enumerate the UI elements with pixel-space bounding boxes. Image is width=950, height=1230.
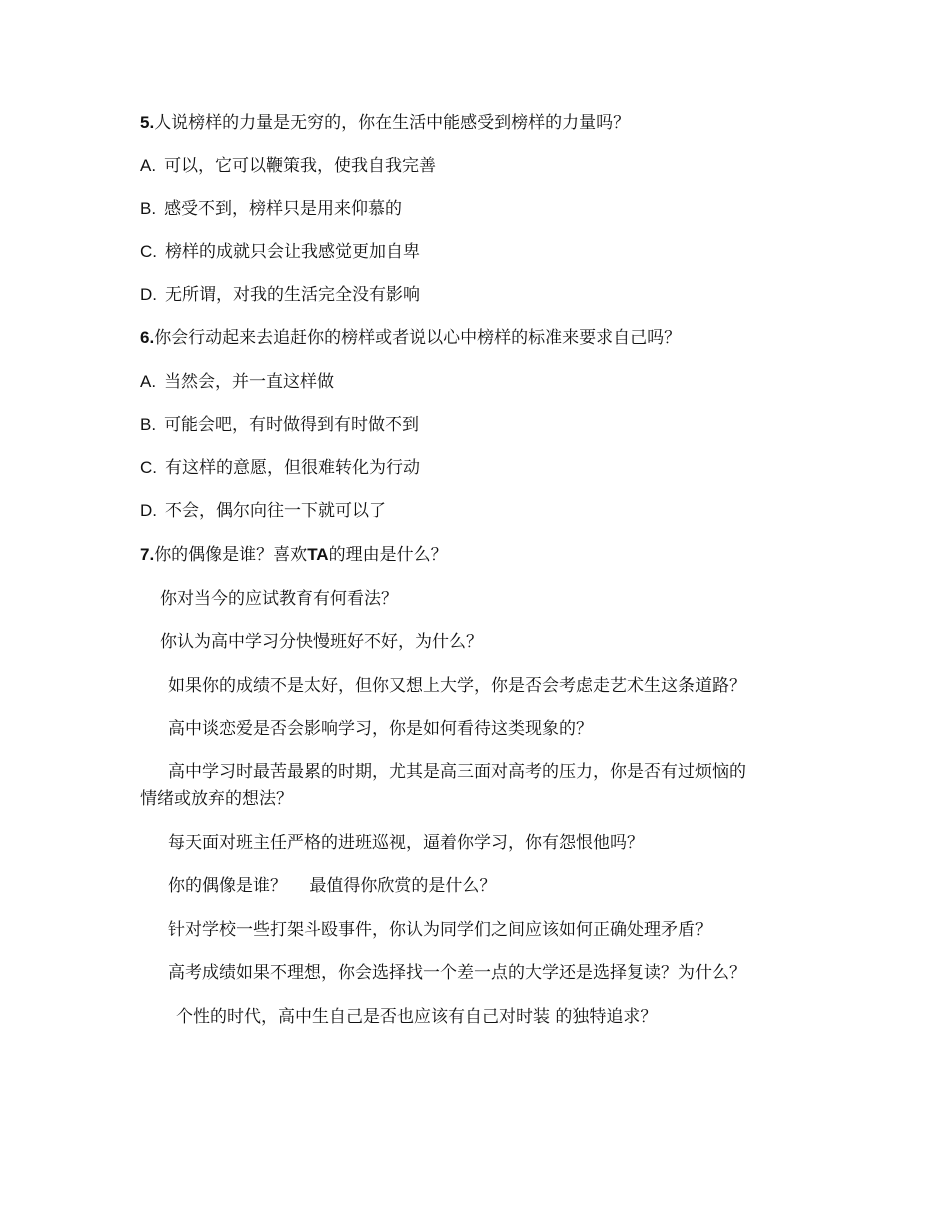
open-question-3 <box>168 673 848 699</box>
open-question-text: 你对当今的应试教育有何看法？ <box>160 589 398 609</box>
option-text: 不会，偶尔向往一下就可以了 <box>165 501 386 521</box>
question-6-option-d <box>140 498 820 524</box>
question-text-before: 你的偶像是谁？喜欢 <box>154 545 308 565</box>
question-5-option-b <box>140 196 820 222</box>
option-text: 无所谓，对我的生活完全没有影响 <box>165 285 420 305</box>
option-text: 有这样的意愿，但很难转化为行动 <box>165 458 420 478</box>
option-text: 可以，它可以鞭策我，使我自我完善 <box>164 156 437 176</box>
question-number: 5. <box>140 113 155 132</box>
open-question-1 <box>160 586 840 612</box>
question-5-option-a <box>140 153 820 179</box>
open-question-9 <box>168 960 848 986</box>
option-letter: B. <box>140 199 157 218</box>
open-question-7 <box>168 873 848 899</box>
question-number: 7. <box>140 545 155 564</box>
option-letter: A. <box>140 156 157 175</box>
question-text: 你会行动起来去追赶你的榜样或者说以心中榜样的标准来要求自己吗？ <box>154 328 682 348</box>
question-6-option-a <box>140 369 820 395</box>
option-text: 可能会吧，有时做得到有时做不到 <box>164 415 420 435</box>
open-question-text: 你认为高中学习分快慢班好不好，为什么？ <box>160 632 483 652</box>
open-question-text: 高考成绩如果不理想，你会选择找一个差一点的大学还是选择复读？为什么？ <box>168 963 746 983</box>
open-question-text: 每天面对班主任严格的进班巡视，逼着你学习，你有怨恨他吗？ <box>168 833 644 853</box>
option-letter: C. <box>140 458 157 477</box>
open-question-2 <box>160 629 840 655</box>
question-text-after: 的理由是什么？ <box>328 545 448 565</box>
open-question-text: 情绪或放弃的想法？ <box>140 789 293 809</box>
open-question-10 <box>176 1004 856 1030</box>
question-6 <box>140 325 820 351</box>
option-letter: B. <box>140 415 157 434</box>
option-text: 当然会，并一直这样做 <box>164 372 335 392</box>
option-text: 感受不到，榜样只是用来仰慕的 <box>164 199 403 219</box>
open-question-6 <box>168 830 848 856</box>
option-text: 榜样的成就只会让我感觉更加自卑 <box>165 242 420 262</box>
open-question-text: 针对学校一些打架斗殴事件，你认为同学们之间应该如何正确处理矛盾？ <box>168 920 712 940</box>
open-question-4 <box>168 716 848 742</box>
question-6-option-b <box>140 412 820 438</box>
option-letter: D. <box>140 285 157 304</box>
question-5 <box>140 110 820 136</box>
question-text-bold: TA <box>307 545 329 564</box>
open-question-5-line-2 <box>140 786 820 812</box>
open-question-text: 高中学习时最苦最累的时期，尤其是高三面对高考的压力，你是否有过烦恼的 <box>168 762 746 782</box>
question-7 <box>140 542 820 568</box>
open-question-text: 如果你的成绩不是太好，但你又想上大学，你是否会考虑走艺术生这条道路？ <box>168 676 746 696</box>
question-6-option-c <box>140 455 820 481</box>
open-question-text: 高中谈恋爱是否会影响学习，你是如何看待这类现象的？ <box>168 719 593 739</box>
question-number: 6. <box>140 328 155 347</box>
option-letter: A. <box>140 372 157 391</box>
open-question-5-line-1 <box>168 759 848 785</box>
open-question-8 <box>168 917 848 943</box>
open-question-text: 你的偶像是谁？ 最值得你欣赏的是什么？ <box>168 876 497 896</box>
option-letter: D. <box>140 501 157 520</box>
open-question-text: 个性的时代，高中生自己是否也应该有自己对时装 的独特追求？ <box>176 1007 658 1027</box>
question-5-option-d <box>140 282 820 308</box>
question-text: 人说榜样的力量是无穷的，你在生活中能感受到榜样的力量吗？ <box>154 113 631 133</box>
question-5-option-c <box>140 239 820 265</box>
option-letter: C. <box>140 242 157 261</box>
